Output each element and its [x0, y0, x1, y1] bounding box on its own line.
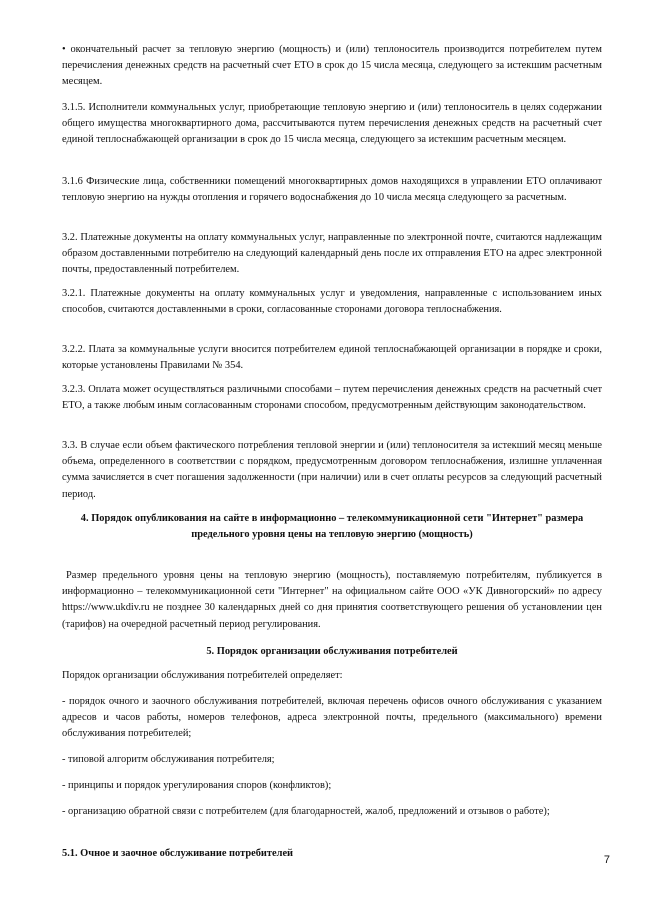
list-item-feedback: - организацию обратной связи с потребителем (для благодарностей, жалоб, предложений и отзывов о работе); [62, 806, 550, 817]
paragraph-3-2-2: 3.2.2. Плата за коммунальные услуги вносится потребителем единой теплоснабжающей организации в порядке и сроки, которые установлены Правилами № 354. [62, 344, 602, 372]
paragraph-3-2-1: 3.2.1. Платежные документы на оплату коммунальных услуг и уведомления, направленные с использованием иных способов, считаются доставленными в сроки, согласованные сторонами договора теплоснабжения. [62, 288, 602, 316]
paragraph-3-1-5: 3.1.5. Исполнители коммунальных услуг, приобретающие тепловую энергию и (или) теплоноситель в целях содержании общего имущества многоквартирного дома, рассчитываются путем перечисления денежных средств на расчетный счет единой теплоснабжающей организации в срок до 15 числа месяца, следующего за истекшим расчетным месяцем. [62, 102, 602, 146]
list-item-dispute-resolution: - принципы и порядок урегулирования споров (конфликтов); [62, 780, 332, 791]
page-number: 7 [603, 854, 610, 866]
heading-section-4: 4. Порядок опубликования на сайте в информационно – телекоммуникационной сети "Интернет" размера предельного уровня цены на тепловую энергию (мощность) [80, 513, 584, 541]
paragraph-3-3: 3.3. В случае если объем фактического потребления тепловой энергии и (или) теплоносителя за истекший месяц меньше объема, определенного в соответствии с порядком, предусмотренным договором теплоснабжения, излишне уплаченная сумма зачисляется в счет погашения задолженности (при наличии) или в счет оплаты ресурсов за следующий расчетный период. [62, 440, 602, 500]
heading-section-5: 5. Порядок организации обслуживания потребителей [206, 646, 458, 657]
list-item-service-algorithm: - типовой алгоритм обслуживания потребителя; [62, 754, 275, 765]
paragraph-final-settlement: • окончательный расчет за тепловую энергию (мощность) и (или) теплоноситель производится потребителем путем перечисления денежных средств на расчетный счет ЕТО в срок до 15 числа месяца, следующего за истекшим расчетным месяцем. [62, 44, 602, 88]
paragraph-3-1-6: 3.1.6 Физические лица, собственники помещений многоквартирных домов находящихся в управлении ЕТО оплачивают тепловую энергию на нужды отопления и горячего водоснабжения до 10 числа месяца следующего за расчетным. [62, 176, 602, 204]
paragraph-service-intro: Порядок организации обслуживания потребителей определяет: [62, 670, 343, 681]
list-item-service-procedure: - порядок очного и заочного обслуживания потребителей, включая перечень офисов очного обслуживания с указанием адресов и часов работы, номеров телефонов, адреса электронной почты, предельного (максимального) времени обслуживания потребителей; [62, 696, 602, 740]
paragraph-price-publication: Размер предельного уровня цены на тепловую энергию (мощность), поставляемую потребителям, публикуется в информационно – телекоммуникационной сети "Интернет" на официальном сайте ООО «УК Дивногорский» по адресу https://www.ukdiv.ru не позднее 30 календарных дней со дня принятия соответствующего решения об установлении цен (тарифов) на очередной расчетный период регулирования. [62, 570, 602, 630]
heading-section-5-1: 5.1. Очное и заочное обслуживание потребителей [62, 848, 294, 859]
paragraph-3-2-3: 3.2.3. Оплата может осуществляться различными способами – путем перечисления денежных средств на расчетный счет ЕТО, а также любым иным согласованным сторонами способом, предусмотренным действующим законодательством. [62, 384, 602, 412]
paragraph-3-2: 3.2. Платежные документы на оплату коммунальных услуг, направленные по электронной почте, считаются надлежащим образом доставленными потребителю на следующий календарный день после их отправления ЕТО на адрес электронной почты, предоставленный потребителем. [62, 232, 602, 276]
